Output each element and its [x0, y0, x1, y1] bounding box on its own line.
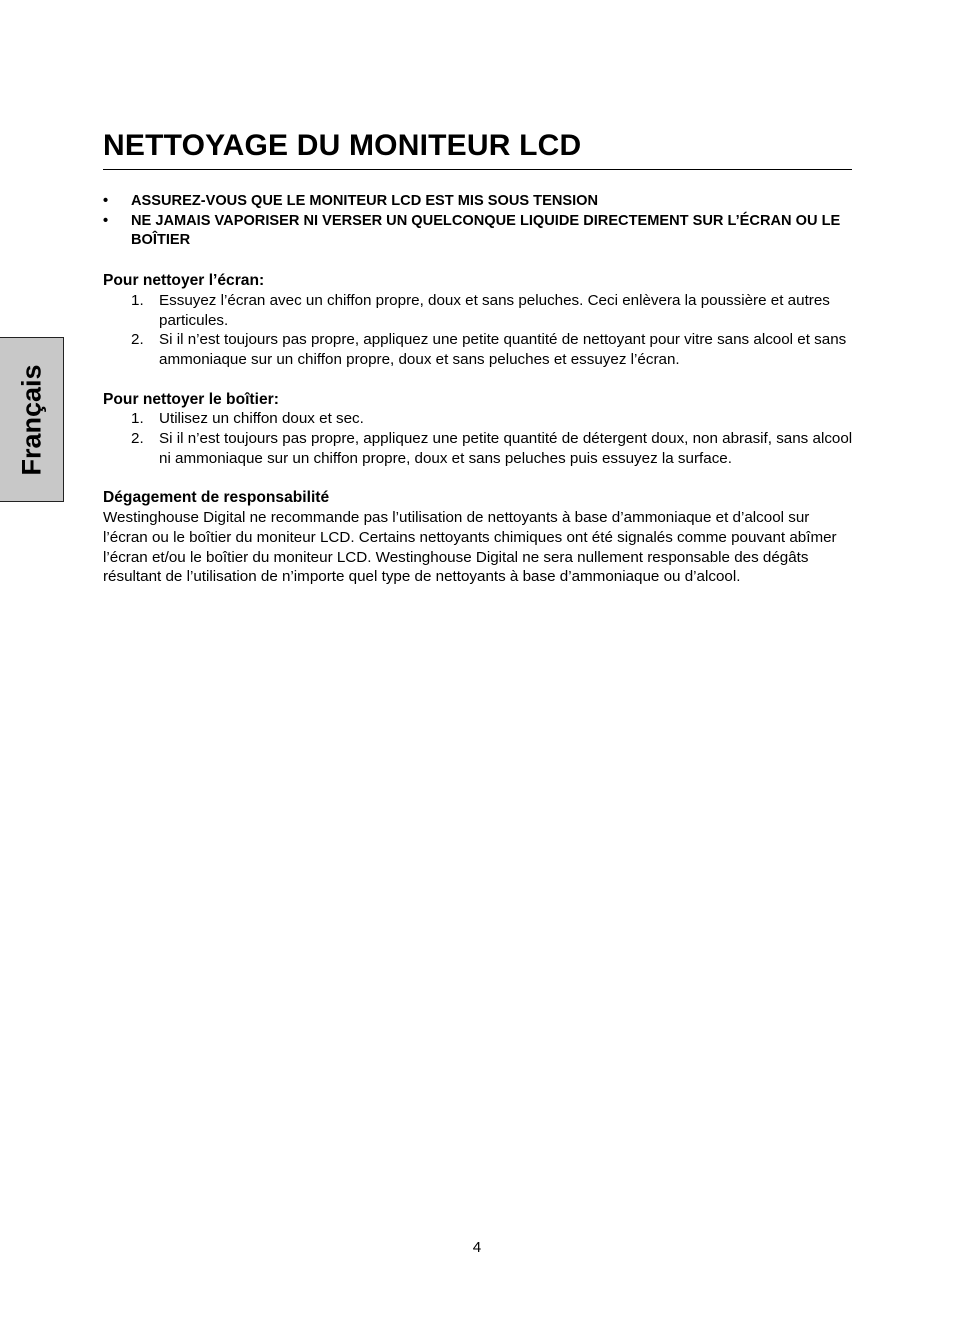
disclaimer-heading: Dégagement de responsabilité: [103, 489, 330, 507]
step-number: 1.: [131, 410, 144, 428]
step-number: 2.: [131, 331, 144, 349]
step-text: Utilisez un chiffon doux et sec.: [159, 410, 364, 428]
step-text: Si il n’est toujours pas propre, appliquez une petite quantité de nettoyant pour vitre sans alcool et sans ammoniaque sur un chiffon propre, doux et sans peluches et essuyez l’écran.: [159, 331, 847, 368]
warning-item: • NE JAMAIS VAPORISER NI VERSER UN QUELCONQUE LIQUIDE DIRECTEMENT SUR L’ÉCRAN OU LE BOÎTIER: [103, 212, 855, 251]
page-number: 4: [472, 1239, 482, 1256]
step-number: 1.: [131, 291, 144, 309]
language-tab: [0, 337, 64, 502]
list-item: [103, 291, 855, 330]
screen-cleaning-heading: Pour nettoyer l’écran:: [103, 272, 265, 290]
step-number: 2.: [131, 430, 144, 448]
list-item: [103, 409, 855, 429]
list-item: [103, 330, 855, 369]
case-cleaning-heading: Pour nettoyer le boîtier:: [103, 390, 279, 408]
case-cleaning-steps: [103, 409, 855, 468]
page-title: NETTOYAGE DU MONITEUR LCD: [103, 129, 582, 162]
list-item: [103, 429, 855, 468]
step-text: Si il n’est toujours pas propre, appliquez une petite quantité de détergent doux, non abrasif, sans alcool ni ammoniaque sur un chiffon propre, doux et sans peluches puis essuyez la surface.: [159, 430, 853, 467]
screen-cleaning-steps: [103, 291, 855, 370]
title-rule: [103, 169, 852, 170]
step-text: Essuyez l’écran avec un chiffon propre, doux et sans peluches. Ceci enlèvera la poussière et autres particules.: [159, 291, 830, 329]
main-content: [103, 192, 855, 587]
warning-list: [103, 192, 855, 251]
warning-item: • ASSUREZ-VOUS QUE LE MONITEUR LCD EST MIS SOUS TENSION: [103, 192, 855, 212]
language-tab-label: Français: [16, 363, 46, 476]
disclaimer-text: Westinghouse Digital ne recommande pas l’utilisation de nettoyants à base d’ammoniaque et d’alcool sur l’écran ou le boîtier du moniteur LCD. Certains nettoyants chimiques ont été signalés comme pouvant abîmer l’écran et/ou le boîtier du moniteur LCD. Westinghouse Digital ne sera nullement responsable des dégâts résultant de l’utilisation de n’importe quel type de nettoyants à base d’ammoniaque ou d’alcool.: [103, 509, 837, 586]
